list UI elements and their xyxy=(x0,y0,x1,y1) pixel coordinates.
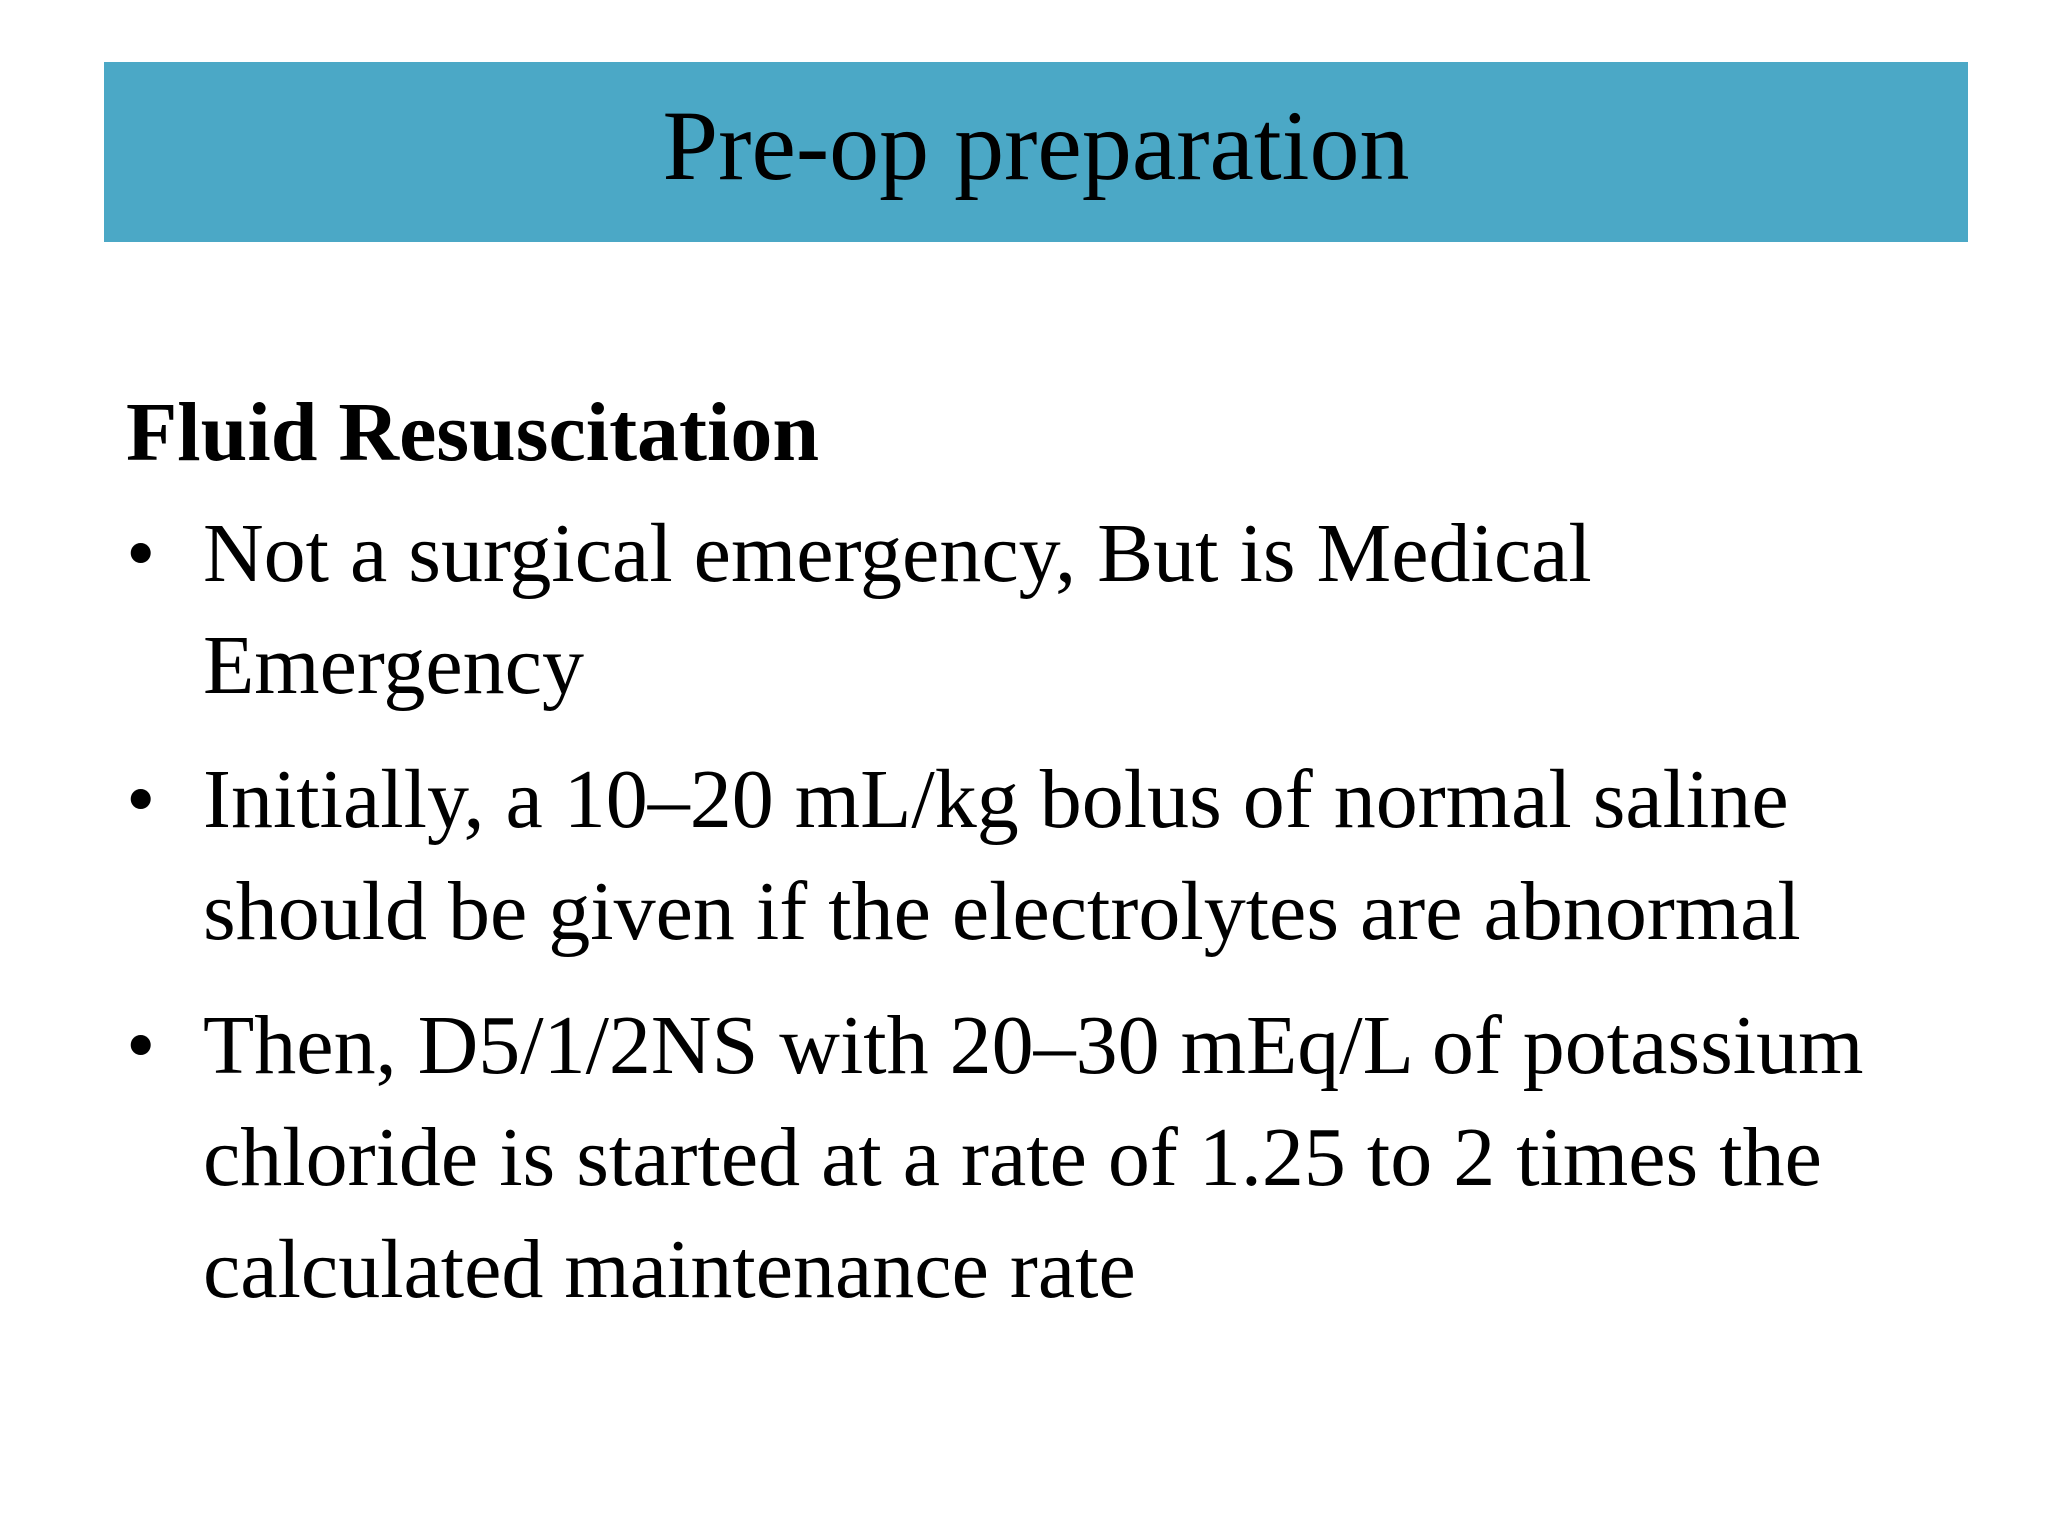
bullet-text: Initially, a 10–20 mL/kg bolus of normal saline should be given if the electrolytes are abnormal xyxy=(203,753,1801,958)
bullet-icon: • xyxy=(126,999,156,1092)
bullet-text: Not a surgical emergency, But is Medical Emergency xyxy=(203,507,1592,712)
bullet-text: Then, D5/1/2NS with 20–30 mEq/L of potassium chloride is started at a rate of 1.25 to 2 times the calculated maintenance rate xyxy=(203,999,1864,1316)
section-heading: Fluid Resuscitation xyxy=(126,386,820,479)
slide-title: Pre-op preparation xyxy=(662,90,1410,201)
bullet-icon: • xyxy=(126,507,156,600)
bullet-item xyxy=(126,744,1986,968)
bullet-item xyxy=(126,498,1986,722)
title-bar xyxy=(104,62,1968,242)
bullet-list xyxy=(126,498,1986,1326)
bullet-item xyxy=(126,990,1986,1326)
bullet-icon: • xyxy=(126,753,156,846)
slide-content xyxy=(126,378,1986,1348)
